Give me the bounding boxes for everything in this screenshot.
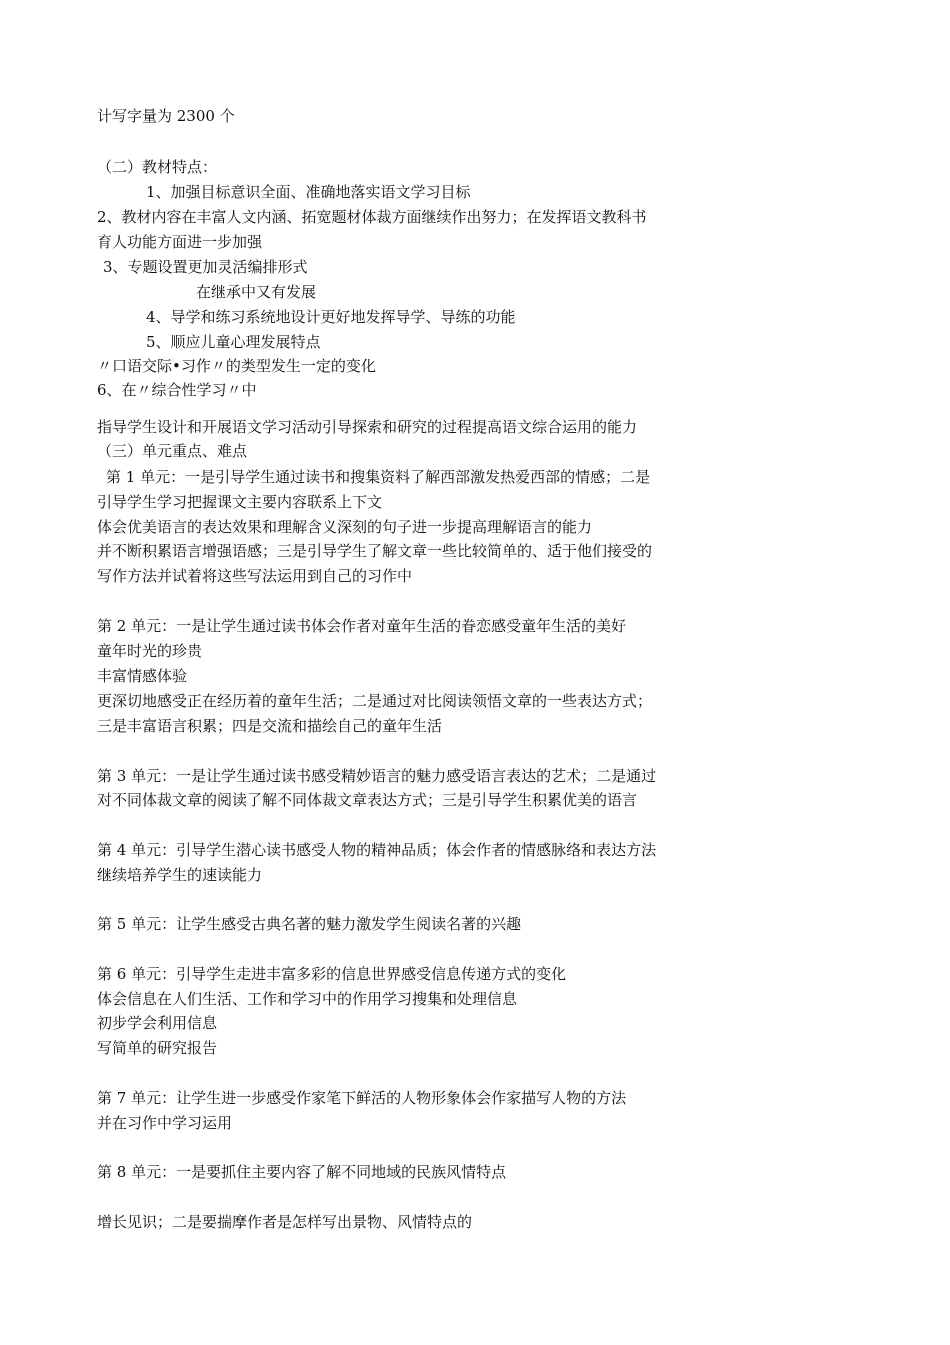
text-line: 体会信息在人们生活、工作和学习中的作用学习搜集和处理信息 [97, 990, 518, 1008]
text-line: 第 7 单元：让学生进一步感受作家笔下鲜活的人物形象体会作家描写人物的方法 [97, 1089, 627, 1107]
text-line: 第 6 单元：引导学生走进丰富多彩的信息世界感受信息传递方式的变化 [97, 965, 567, 983]
text-line: 第 4 单元：引导学生潜心读书感受人物的精神品质；体会作者的情感脉络和表达方法 [97, 841, 657, 859]
text-line: 丰富情感体验 [97, 667, 188, 685]
text-line: 增长见识；二是要揣摩作者是怎样写出景物、风情特点的 [97, 1213, 473, 1231]
text-line: 写作方法并试着将这些写法运用到自己的习作中 [97, 567, 413, 585]
text-line: 4、导学和练习系统地设计更好地发挥导学、导练的功能 [146, 308, 516, 326]
text-line: 5、顺应儿童心理发展特点 [146, 333, 321, 351]
text-line: 并不断积累语言增强语感；三是引导学生了解文章一些比较简单的、适于他们接受的 [97, 542, 653, 560]
text-line: 第 5 单元：让学生感受古典名著的魅力激发学生阅读名著的兴趣 [97, 915, 522, 933]
text-line: 并在习作中学习运用 [97, 1114, 233, 1132]
text-line: 第 1 单元：一是引导学生通过读书和搜集资料了解西部激发热爱西部的情感；二是 [106, 468, 651, 486]
text-line: 体会优美语言的表达效果和理解含义深刻的句子进一步提高理解语言的能力 [97, 518, 593, 536]
text-line: 育人功能方面进一步加强 [97, 233, 263, 251]
section-heading: （三）单元重点、难点 [97, 442, 248, 460]
text-line: 对不同体裁文章的阅读了解不同体裁文章表达方式；三是引导学生积累优美的语言 [97, 791, 638, 809]
text-line: 三是丰富语言积累；四是交流和描绘自己的童年生活 [97, 717, 443, 735]
text-line: 写简单的研究报告 [97, 1039, 218, 1057]
text-line: 在继承中又有发展 [196, 283, 317, 301]
text-line: 继续培养学生的速读能力 [97, 866, 263, 884]
text-line: 第 3 单元：一是让学生通过读书感受精妙语言的魅力感受语言表达的艺术；二是通过 [97, 767, 657, 785]
text-line: 童年时光的珍贵 [97, 642, 203, 660]
text-line: 3、专题设置更加灵活编排形式 [103, 258, 308, 276]
text-line: 第 8 单元：一是要抓住主要内容了解不同地域的民族风情特点 [97, 1163, 507, 1181]
text-line: 指导学生设计和开展语文学习活动引导探索和研究的过程提高语文综合运用的能力 [97, 418, 638, 436]
text-line: 6、在〃综合性学习〃中 [97, 381, 257, 399]
section-heading: （二）教材特点： [97, 158, 218, 176]
text-line: 第 2 单元：一是让学生通过读书体会作者对童年生活的眷恋感受童年生活的美好 [97, 617, 627, 635]
text-line: 〃口语交际•习作〃的类型发生一定的变化 [97, 357, 376, 375]
text-line: 更深切地感受正在经历着的童年生活；二是通过对比阅读领悟文章的一些表达方式； [97, 692, 653, 710]
text-line: 2、教材内容在丰富人文内涵、拓宽题材体裁方面继续作出努力；在发挥语文教科书 [97, 208, 647, 226]
text-line: 引导学生学习把握课文主要内容联系上下文 [97, 493, 383, 511]
text-line: 1、加强目标意识全面、准确地落实语文学习目标 [146, 183, 471, 201]
text-line: 初步学会利用信息 [97, 1014, 218, 1032]
text-line: 计写字量为 2300 个 [97, 107, 235, 125]
